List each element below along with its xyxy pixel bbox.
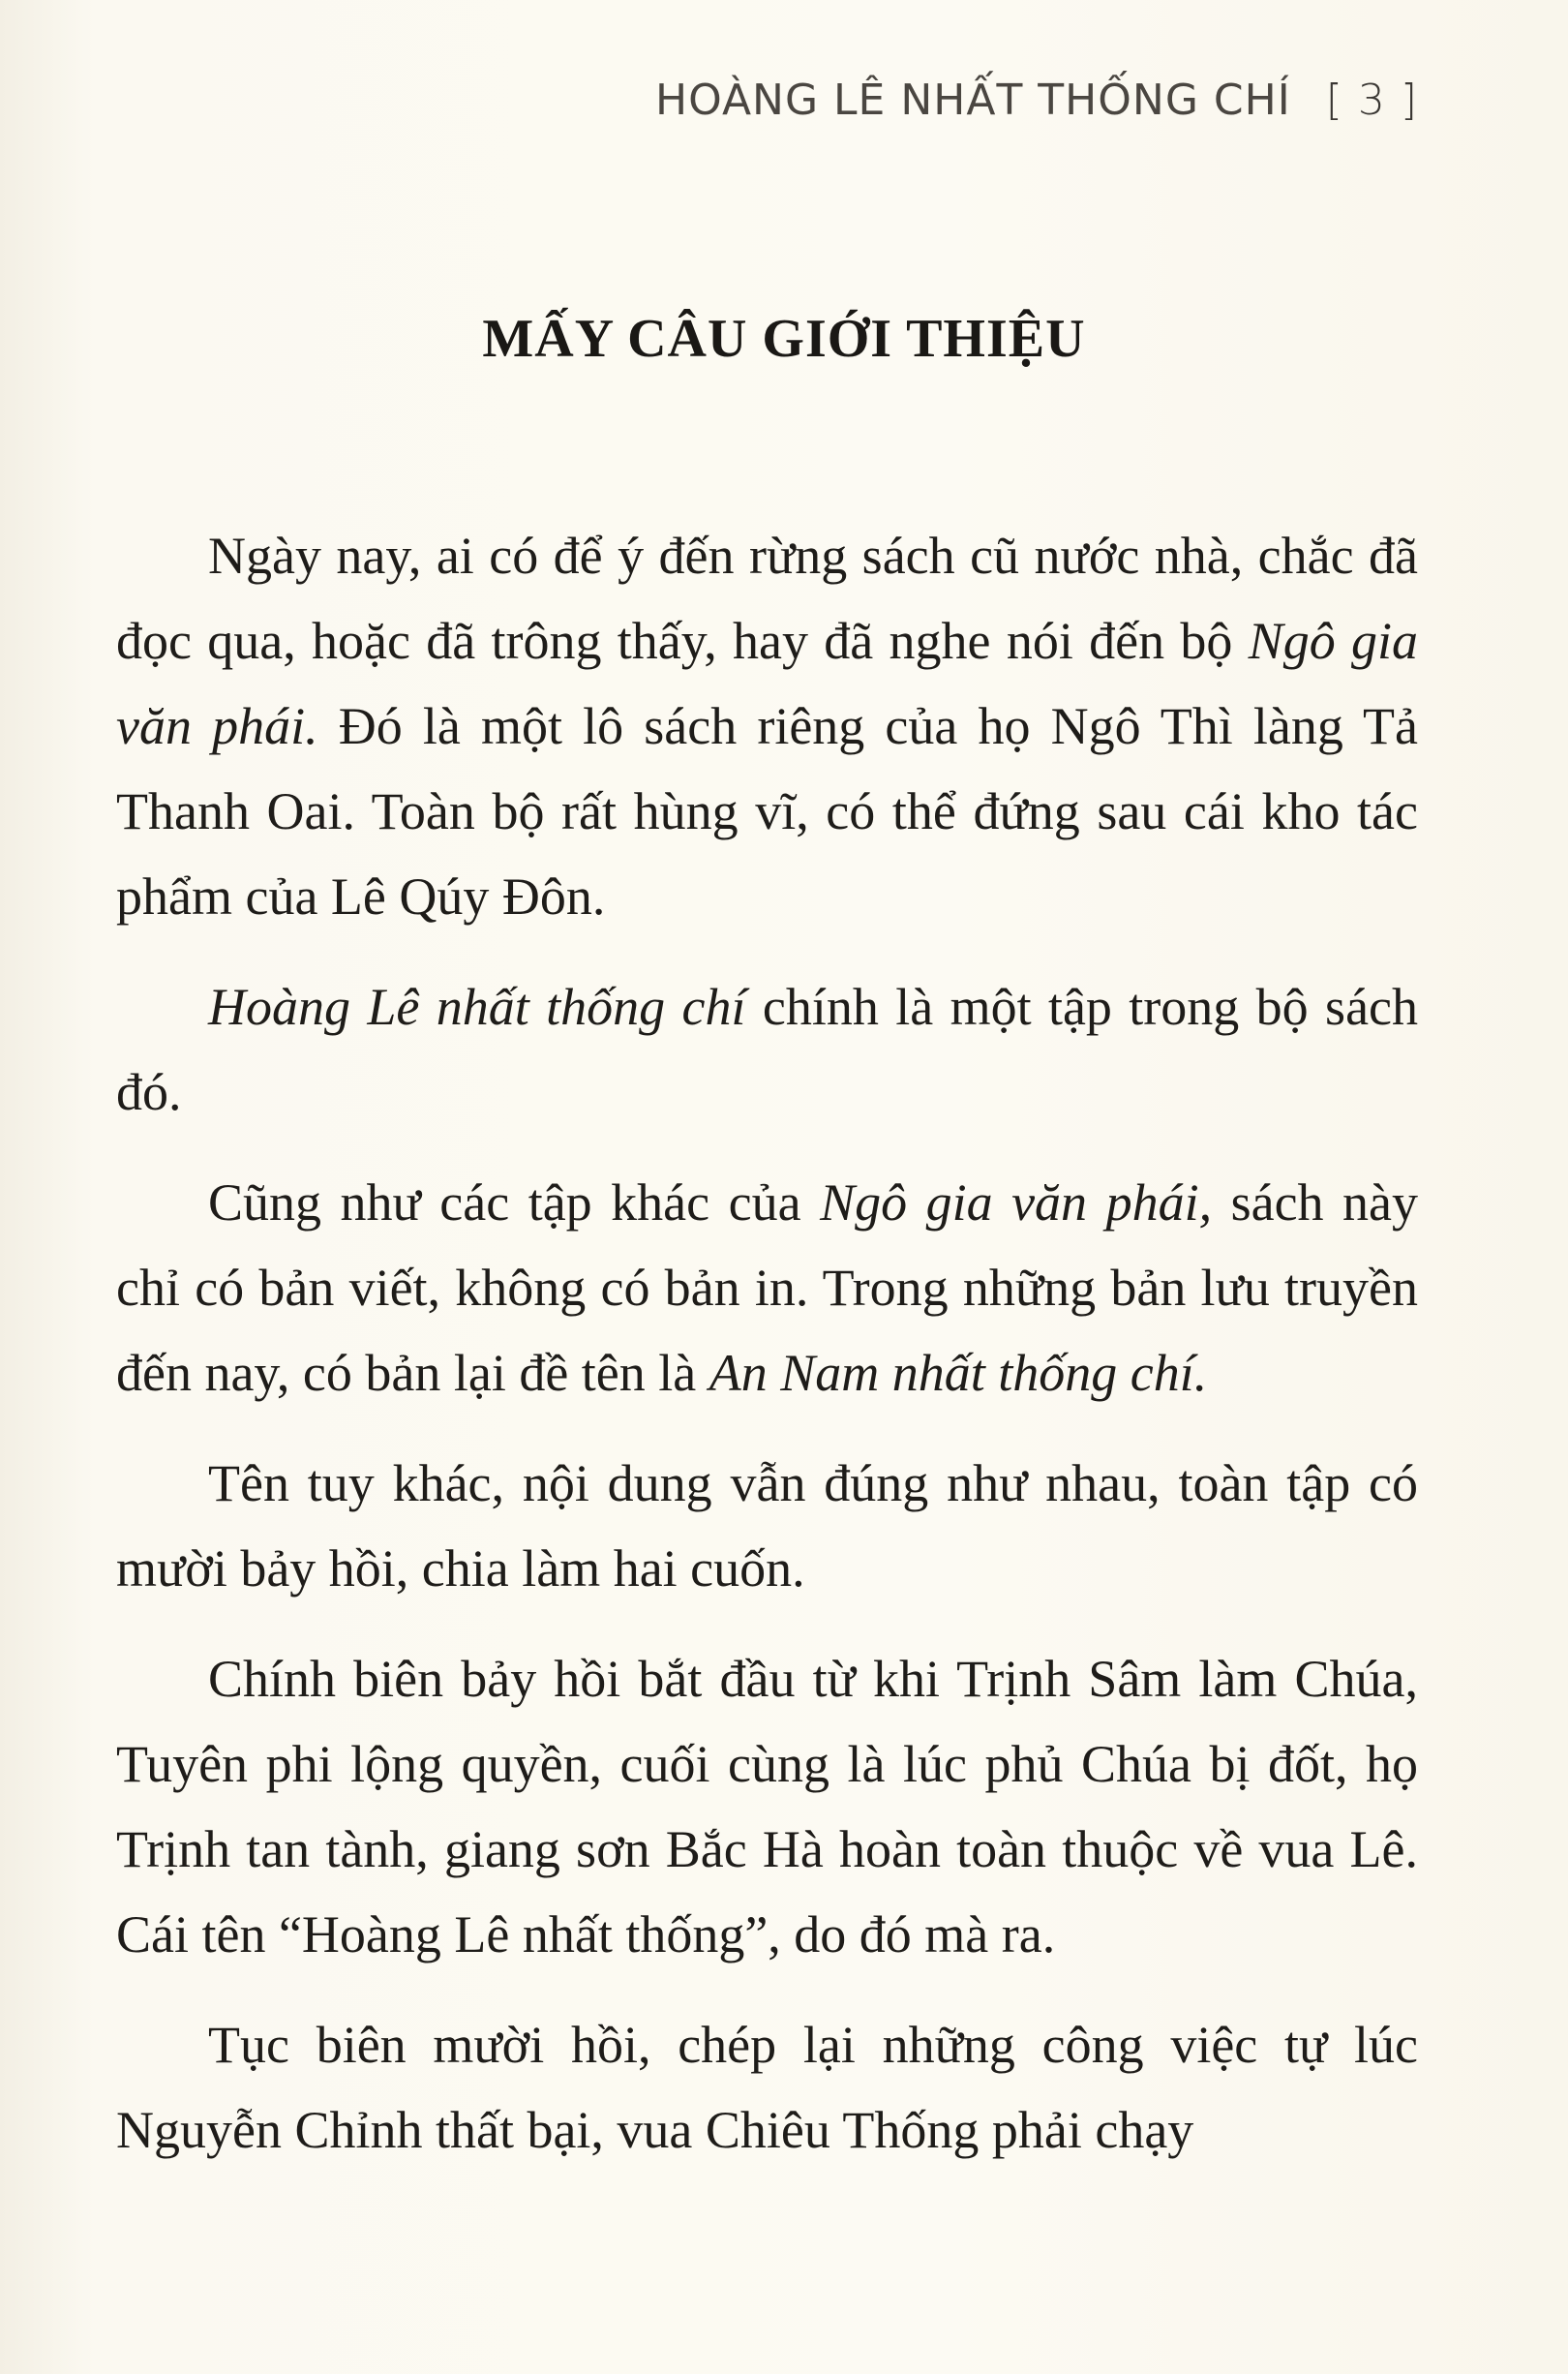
paragraph-3-text-a: Cũng như các tập khác của <box>208 1173 821 1232</box>
paragraph-6-text: Tục biên mười hồi, chép lại những công việc tự lúc Nguyễn Chỉnh thất bại, vua Chiêu Thống phải chạy <box>116 2016 1418 2159</box>
paragraph-3-italic-alt-title: An Nam nhất thống chí. <box>709 1344 1208 1402</box>
paragraph-2 <box>116 964 1418 1135</box>
paragraph-4 <box>116 1441 1418 1611</box>
body-text <box>116 513 1418 2198</box>
running-header-title: HOÀNG LÊ NHẤT THỐNG CHÍ <box>655 76 1291 125</box>
paragraph-4-text: Tên tuy khác, nội dung vẫn đúng như nhau, toàn tập có mười bảy hồi, chia làm hai cuốn. <box>116 1454 1418 1598</box>
paragraph-1-text-c: Đó là một lô sách riêng của họ Ngô Thì làng Tả Thanh Oai. Toàn bộ rất hùng vĩ, có thể đứng sau cái kho tác phẩm của Lê Qúy Đôn. <box>116 697 1418 926</box>
chapter-title: MẤY CÂU GIỚI THIỆU <box>482 309 1086 369</box>
paragraph-5-text: Chính biên bảy hồi bắt đầu từ khi Trịnh Sâm làm Chúa, Tuyên phi lộng quyền, cuối cùng là lúc phủ Chúa bị đốt, họ Trịnh tan tành, giang sơn Bắc Hà hoàn toàn thuộc về vua Lê. Cái tên “Hoàng Lê nhất thống”, do đó mà ra. <box>116 1650 1418 1963</box>
paragraph-3-italic-title: Ngô gia văn phái, <box>820 1173 1213 1232</box>
paragraph-6 <box>116 2002 1418 2173</box>
paragraph-1 <box>116 513 1418 939</box>
paragraph-5 <box>116 1636 1418 1977</box>
paragraph-1-italic-title: Ngô gia văn phái. <box>116 612 1418 755</box>
paragraph-3 <box>116 1160 1418 1415</box>
running-header <box>655 76 1418 125</box>
paragraph-3-text-c: sách này chỉ có bản viết, không có bản in. Trong những bản lưu truyền đến nay, có bản lại đề tên là <box>116 1173 1419 1402</box>
paragraph-2-text-b: chính là một tập trong bộ sách đó. <box>116 978 1418 1121</box>
paragraph-2-italic-title: Hoàng Lê nhất thống chí <box>208 978 746 1036</box>
paragraph-1-text-a: Ngày nay, ai có để ý đến rừng sách cũ nước nhà, chắc đã đọc qua, hoặc đã trông thấy, hay đã nghe nói đến bộ <box>116 527 1418 670</box>
page-number: [ 3 ] <box>1325 76 1418 125</box>
